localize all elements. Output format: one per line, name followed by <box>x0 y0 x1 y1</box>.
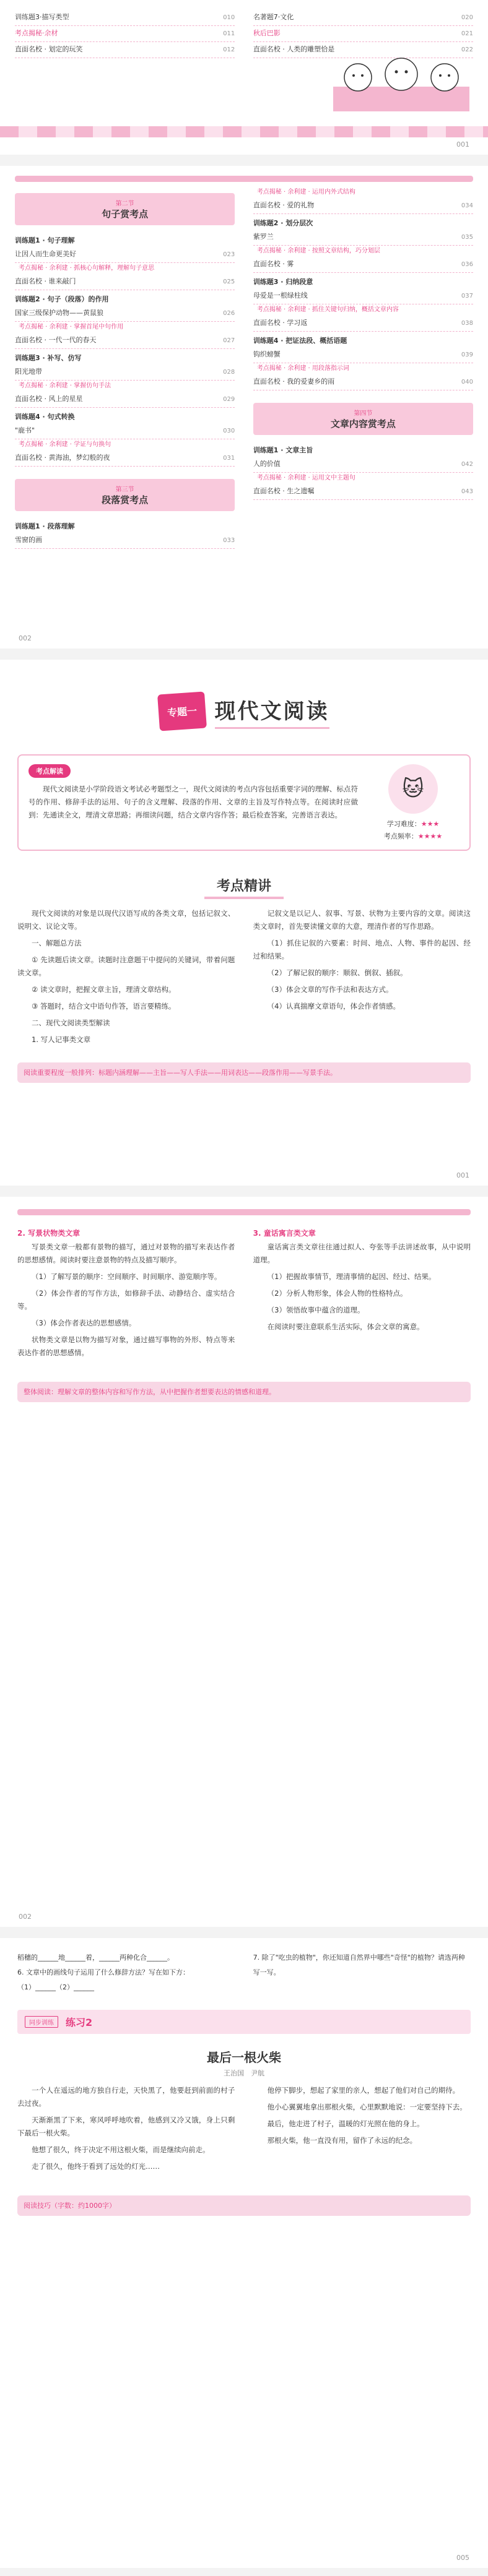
story-author: 王治国 尹航 <box>224 2069 264 2077</box>
toc-note: 考点揭秘 · 余利建 · 掌握首尾中句作用 <box>19 324 124 330</box>
intro-paragraph: （2）了解记叙的顺序：顺叙、倒叙、插叙。 <box>267 968 407 977</box>
toc-row[interactable] <box>253 484 473 500</box>
method-paragraph: （1）了解写景的顺序：空间顺序、时间顺序、游览顺序等。 <box>32 1272 222 1281</box>
toc-row[interactable] <box>15 392 235 408</box>
toc-group-heading: 训练题4 · 句式转换 <box>15 413 75 421</box>
story-left-column <box>17 2084 235 2177</box>
intro-paragraph: ② 读文章时，把握文章主旨，理清文章结构。 <box>32 985 176 994</box>
toc-row-label: 直面名校 · 生之遗嘱 <box>253 487 315 495</box>
question-line: 稻穗的______地______着，______两种化合______。 <box>17 1954 174 1962</box>
intro-paragraph: ① 先读题后读文章。读题时注意题干中提问的关键词，带着问题读文章。 <box>17 955 235 977</box>
toc-group-heading: 训练题2 · 句子（段落）的作用 <box>15 295 109 303</box>
toc-note: 考点揭秘 · 余利建 · 抓住关键句归纳，概括文章内容 <box>256 306 399 313</box>
method-paragraph: （2）分析人物形象，体会人物的性格特点。 <box>267 1289 407 1298</box>
toc-group-heading: 训练题3 · 补写、仿写 <box>15 354 82 362</box>
question-line: 6. 文章中的画线句子运用了什么修辞方法？写在如下方： <box>17 1968 190 1976</box>
toc-group-heading: 训练题2 · 划分层次 <box>253 219 313 227</box>
method-paragraph: 童话寓言类文章往往通过拟人、夸张等手法讲述故事，从中说明道理。 <box>253 1243 471 1264</box>
toc-note: 考点揭秘 · 余利建 · 按照文章结构，巧分划层 <box>256 248 380 254</box>
story-paragraph: 天渐渐黑了下来，寒风呼呼地吹着，他感到又冷又饿，身上只剩下最后一根火柴。 <box>17 2116 235 2137</box>
toc-list <box>253 441 473 500</box>
toc-row-label: "鹿书" <box>15 426 35 434</box>
story-paragraph: 他想了很久，终于决定不用这根火柴，而是继续向前走。 <box>32 2145 210 2154</box>
page-number: 001 <box>456 140 469 149</box>
page-gap <box>0 648 488 660</box>
toc-row-page: 028 <box>223 369 235 376</box>
toc-page-top <box>0 0 488 155</box>
method-left-title: 2. 写景状物类文章 <box>17 1229 81 1238</box>
toc-list <box>253 187 473 390</box>
toc-row-page: 038 <box>461 320 473 327</box>
summary-strip: 整体阅读：理解文章的整体内容和写作方法，从中把握作者想要表达的情感和道理。 <box>17 1382 471 1402</box>
toc-row-page: 042 <box>461 461 473 468</box>
toc-row-page: 033 <box>223 537 235 544</box>
toc-row[interactable]: 名著题7·文化 020 <box>253 10 473 26</box>
toc-row-page: 030 <box>223 428 235 434</box>
toc-row-page: 040 <box>461 379 473 386</box>
toc-row[interactable] <box>15 306 235 322</box>
toc-row-label: 人的价值 <box>253 460 281 468</box>
toc-group-heading: 训练题3 · 归纳段意 <box>253 278 313 286</box>
method-paragraph: （1）把握故事情节，理清事情的起因、经过、结果。 <box>267 1272 436 1281</box>
method-paragraph: （3）体会作者表达的思想感情。 <box>32 1319 136 1327</box>
toc-row[interactable] <box>253 257 473 273</box>
toc-note: 考点揭秘 · 余利建 · 抓核心句解释，理解句子意思 <box>19 265 155 272</box>
toc-row-page: 026 <box>223 310 235 317</box>
toc-row-page: 036 <box>461 261 473 268</box>
page-number: 002 <box>19 634 32 642</box>
story-columns <box>17 2084 471 2177</box>
page-gap <box>0 1927 488 1938</box>
toc-row-page: 037 <box>461 293 473 299</box>
intro-paragraph: （3）体会文章的写作手法和表达方式。 <box>267 985 393 994</box>
toc-row-page: 034 <box>461 202 473 209</box>
page-number: 001 <box>456 1171 469 1179</box>
explain-title: 考点解读 <box>28 764 71 778</box>
toc-row[interactable]: 直面名校 · 人类的雕塑恰是 022 <box>253 42 473 58</box>
section-banner: 第二节 句子赏考点 <box>15 193 235 225</box>
exercise-page <box>0 1938 488 2568</box>
page-number: 005 <box>456 2554 469 2562</box>
toc-page-mid <box>0 166 488 648</box>
toc-row-label: 直面名校 · 雾 <box>253 260 294 268</box>
toc-row-page: 039 <box>461 351 473 358</box>
method-paragraph: 在阅读时要注意联系生活实际，体会文章的寓意。 <box>267 1322 424 1331</box>
intro-paragraph: 现代文阅读的对象是以现代汉语写成的各类文章，包括记叙文、说明文、议论文等。 <box>17 909 235 931</box>
intro-left-column <box>17 907 235 1050</box>
toc-row-page: 027 <box>223 337 235 344</box>
toc-row[interactable] <box>15 450 235 467</box>
toc-row-label: 直面名校 · 我的爱妻乡的雨 <box>253 377 335 386</box>
explain-text: 现代文阅读是小学阶段语文考试必考题型之一，现代文阅读的考点内容包括重要字词的理解、标点符号的作用、修辞手法的运用、句子的含义理解、段落的作用、文章的主旨及写作特点等。在阅读时应做到：先通读全文，理清文章思路；再细读问题，结合文章内容作答；最后检查答案，完善语言表达。 <box>28 785 358 819</box>
chapter-page <box>0 660 488 1186</box>
toc-row-page: 029 <box>223 396 235 403</box>
toc-row[interactable] <box>253 288 473 304</box>
toc-top-left <box>15 10 235 58</box>
section-label: 同步训练 <box>25 2016 58 2028</box>
intro-right-column <box>253 907 471 1050</box>
toc-row-label: 国家三级保护动物——黄鼠狼 <box>15 309 103 317</box>
page-gap <box>0 1186 488 1197</box>
toc-row[interactable] <box>15 274 235 290</box>
toc-row[interactable] <box>253 374 473 390</box>
story-paragraph: 一个人在遥远的地方独自行走，天快黑了，他要赶到前面的村子去过夜。 <box>17 2086 235 2108</box>
toc-note: 考点揭秘 · 余利建 · 用段落指示词 <box>256 365 349 372</box>
chapter-label-badge: 专题一 <box>158 691 207 731</box>
section-banner: 第三节 段落赏考点 <box>15 479 235 511</box>
toc-row-label: 直面名校 · 爱的礼物 <box>253 201 315 209</box>
toc-row-label: 母爱是一根绿柱线 <box>253 291 308 299</box>
toc-row-label: 雪窗的画 <box>15 536 42 544</box>
intro-paragraph: ③ 答题时，结合文中语句作答，语言要精练。 <box>32 1002 176 1010</box>
toc-row[interactable] <box>15 247 235 263</box>
explain-box <box>17 754 471 851</box>
method-paragraph: （2）体会作者的写作方法，如修辞手法、动静结合、虚实结合等。 <box>17 1289 235 1311</box>
tip-strip: 阅读重要程度一般排列：标题内涵理解——主旨——写人手法——用词表达——段落作用——写景手法。 <box>17 1062 471 1083</box>
toc-row-label: 直面名校 · 一代一代的春天 <box>15 336 97 344</box>
intro-paragraph: 一、解题总方法 <box>32 939 82 947</box>
method-right-title: 3. 童话寓言类文章 <box>253 1229 316 1238</box>
toc-row-page: 025 <box>223 278 235 285</box>
toc-row[interactable] <box>15 333 235 349</box>
intro-paragraph: 记叙文是以记人、叙事、写景、状物为主要内容的文章。阅读这类文章时，首先要读懂文章的大意，理清作者的写作思路。 <box>253 909 471 931</box>
toc-list <box>15 231 235 467</box>
toc-row-label: 阳光地带 <box>15 368 42 376</box>
intro-paragraph: （1）抓住记叙的六要素：时间、地点、人物、事件的起因、经过和结果。 <box>253 939 471 960</box>
toc-row-label: 直面名校 · 风上的星星 <box>15 395 83 403</box>
toc-row[interactable]: 直面名校 · 划定的玩笑 012 <box>15 42 235 58</box>
story-paragraph: 他停下脚步，想起了家里的亲人，想起了他们对自己的期待。 <box>267 2086 460 2095</box>
story-paragraph: 他小心翼翼地拿出那根火柴，心里默默地说：一定要坚持下去。 <box>267 2103 467 2111</box>
page-number: 002 <box>19 1913 32 1921</box>
toc-row[interactable] <box>15 364 235 381</box>
pink-footer-stripes <box>0 126 488 137</box>
method-page <box>0 1197 488 1927</box>
toc-row-page: 031 <box>223 455 235 462</box>
intro-columns <box>17 907 471 1050</box>
toc-row[interactable] <box>15 423 235 439</box>
toc-mid-right <box>253 187 473 549</box>
question-line: 7. 除了"吃虫的植物"，你还知道自然界中哪些"奇怪"的植物？请选两种写一写。 <box>253 1954 465 1976</box>
toc-row[interactable] <box>253 316 473 332</box>
toc-mid-left <box>15 187 235 549</box>
toc-group-heading: 训练题1 · 文章主旨 <box>253 446 313 454</box>
toc-row[interactable]: 考点揭秘·余材 011 <box>15 26 235 42</box>
method-paragraph: 写景类文章一般都有景物的描写，通过对景物的描写来表达作者的思想感情。阅读时要注意景物的特点及描写顺序。 <box>17 1243 235 1264</box>
page-gap <box>0 155 488 166</box>
section-banner: 第四节 文章内容赏考点 <box>253 403 473 435</box>
toc-row-page: 023 <box>223 251 235 258</box>
toc-row[interactable]: 秋后巴影 021 <box>253 26 473 42</box>
toc-group-heading: 训练题4 · 把证法段、概括语题 <box>253 337 347 345</box>
chapter-title-block <box>17 693 471 730</box>
difficulty-panel: 🐱 学习难度：★★★ 考点频率：★★★★ <box>367 764 460 841</box>
toc-row[interactable] <box>253 230 473 246</box>
toc-row-label: 直面名校 · 黄海油，梦幻般的夜 <box>15 454 110 462</box>
toc-row[interactable] <box>253 198 473 214</box>
practice-banner <box>17 2010 471 2034</box>
story-paragraph: 走了很久，他终于看到了远处的灯光…… <box>32 2162 160 2171</box>
footer-question: 阅读技巧（字数：约1000字） <box>17 2195 471 2216</box>
section-no: 练习2 <box>66 2017 93 2028</box>
toc-header-band <box>15 176 473 182</box>
toc-group-heading: 训练题1 · 句子理解 <box>15 236 75 244</box>
intro-paragraph: 1. 写人记事类文章 <box>32 1035 91 1044</box>
story-right-column <box>253 2084 471 2177</box>
method-header-band <box>17 1209 471 1215</box>
cartoon-cats-illustration <box>333 43 469 111</box>
method-paragraph: 状物类文章是以物为描写对象，通过描写事物的外形、特点等来表达作者的思想感情。 <box>17 1335 235 1357</box>
toc-row[interactable] <box>253 347 473 363</box>
method-right-column <box>253 1224 471 1363</box>
toc-row-label: 钩织螃蟹 <box>253 350 281 358</box>
intro-paragraph: 二、现代文阅读类型解读 <box>32 1019 110 1027</box>
toc-note: 考点揭秘 · 余利建 · 掌握仿句手法 <box>19 382 111 389</box>
toc-row[interactable] <box>15 533 235 549</box>
toc-list <box>15 517 235 549</box>
intro-heading: 考点精讲 <box>17 876 471 895</box>
toc-row-page: 035 <box>461 234 473 241</box>
toc-row[interactable] <box>253 457 473 473</box>
chapter-title: 现代文阅读 <box>215 694 329 729</box>
story-paragraph: 那根火柴，他一直没有用，留作了永远的纪念。 <box>267 2136 417 2145</box>
question-line: （1）______（2）______ <box>17 1983 94 1991</box>
toc-note: 考点揭秘 · 余利建 · 运用内外式结构 <box>256 189 355 196</box>
toc-row-label: 直面名校 · 谁来敲门 <box>15 277 76 285</box>
toc-row-label: 直面名校 · 学习返 <box>253 319 308 327</box>
toc-row-page: 043 <box>461 488 473 495</box>
toc-row-label: 让因人而生命更美好 <box>15 250 76 258</box>
toc-group-heading: 训练题1 · 段落理解 <box>15 522 75 530</box>
intro-paragraph: （4）认真揣摩文章语句，体会作者情感。 <box>267 1002 400 1010</box>
story-paragraph: 最后，他走进了村子，温暖的灯光照在他的身上。 <box>267 2119 424 2128</box>
method-left-column <box>17 1224 235 1363</box>
toc-row-label: 紫罗兰 <box>253 233 274 241</box>
toc-note: 考点揭秘 · 余利建 · 运用文中主题句 <box>256 475 355 481</box>
toc-note: 考点揭秘 · 余利建 · 学证与句换句 <box>19 441 111 448</box>
method-paragraph: （3）领悟故事中蕴含的道理。 <box>267 1306 365 1314</box>
toc-row[interactable]: 训练题3·描写类型 010 <box>15 10 235 26</box>
exercise-questions <box>17 1950 471 1995</box>
story-title: 最后一根火柴 <box>207 2050 281 2065</box>
reading-cat-illustration: 🐱 <box>388 764 438 814</box>
